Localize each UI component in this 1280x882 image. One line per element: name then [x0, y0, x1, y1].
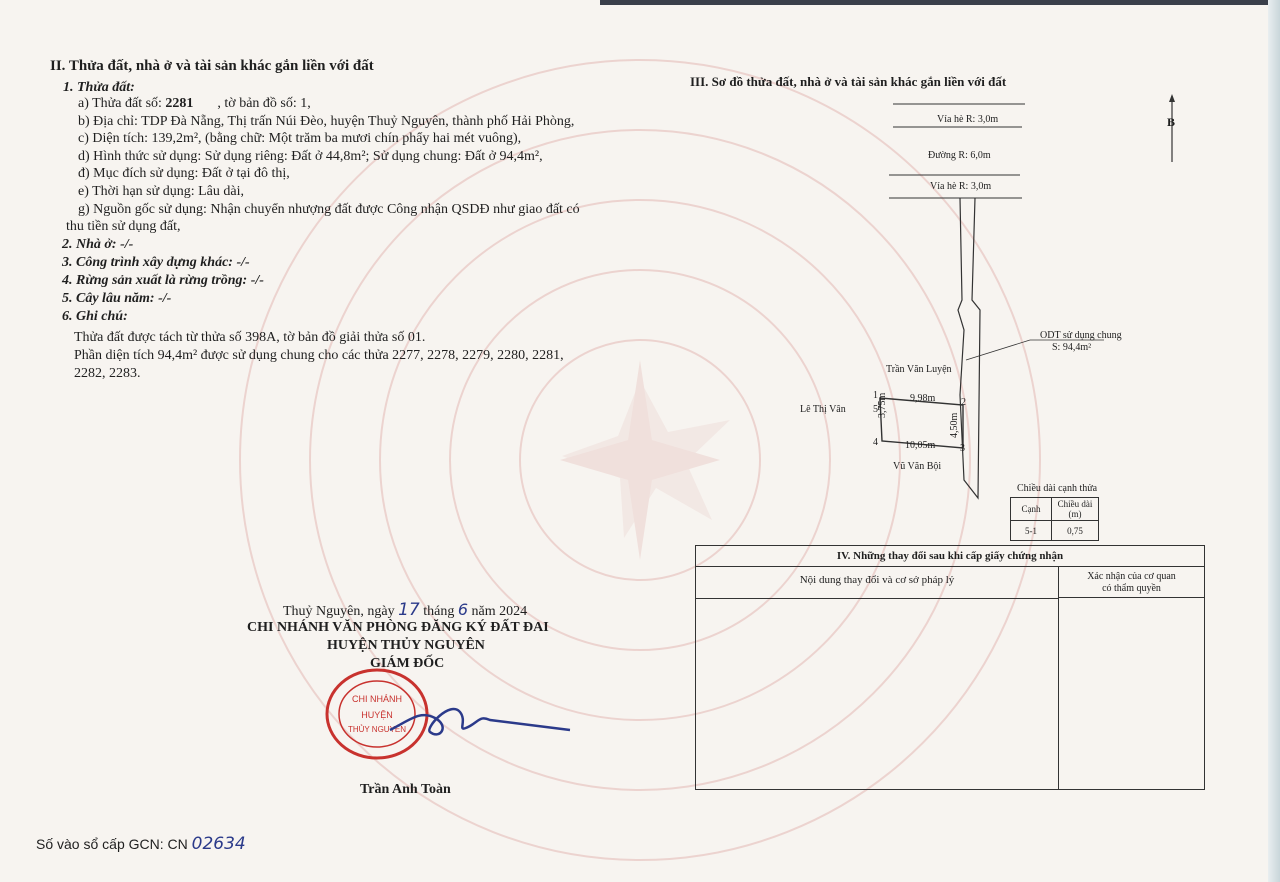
neighbor-west: Lê Thị Vân	[800, 404, 846, 415]
address-line: b) Địa chỉ: TDP Đà Nẵng, Thị trấn Núi Đèo, huyện Thuỷ Nguyên, thành phố Hải Phòng,	[78, 114, 575, 129]
map-sheet: , tờ bản đồ số: 1,	[217, 96, 311, 111]
book-number: 02634	[191, 834, 246, 854]
book-label: Số vào sổ cấp GCN: CN	[36, 836, 188, 852]
item-house: 2. Nhà ở: -/-	[62, 237, 134, 252]
item-forest: 4. Rừng sản xuất là rừng trồng: -/-	[62, 273, 264, 288]
item-notes: 6. Ghi chú:	[62, 309, 128, 324]
changes-divider	[1058, 598, 1059, 789]
edge-length-table	[1010, 497, 1099, 541]
point-4: 4	[873, 437, 878, 448]
point-3: 3	[960, 443, 965, 454]
road-label-sidewalk-1: Vỉa hè R: 3,0m	[937, 114, 999, 125]
signer-name: Trần Anh Toàn	[360, 782, 451, 797]
neighbor-south: Vũ Văn Bội	[893, 461, 942, 472]
date-month-label: tháng	[423, 604, 455, 619]
org-line-1: CHI NHÁNH VĂN PHÒNG ĐĂNG KÝ ĐẤT ĐAI	[247, 620, 549, 635]
section3-title: III. Sơ đồ thửa đất, nhà ở và tài sản khác gắn liền với đất	[690, 74, 1007, 89]
item-perennial: 5. Cây lâu năm: -/-	[62, 291, 172, 306]
use-term-line: e) Thời hạn sử dụng: Lâu dài,	[78, 184, 244, 199]
changes-table	[695, 545, 1205, 790]
length-row-value: 0,75	[1052, 521, 1099, 541]
shared-label-2: S: 94,4m²	[1052, 342, 1092, 353]
dim-left: 3,75m	[877, 392, 888, 418]
date-year: năm 2024	[471, 604, 528, 619]
point-1: 1	[873, 390, 878, 401]
stamp-text-1: CHI NHÁNH	[351, 694, 403, 704]
length-col-length-2: (m)	[1068, 509, 1082, 519]
area-line: c) Diện tích: 139,2m², (bằng chữ: Một trăm ba mươi chín phẩy hai mét vuông),	[78, 131, 522, 146]
changes-col-confirm-2: có thẩm quyền	[1102, 583, 1161, 594]
length-col-length-1: Chiều dài	[1057, 499, 1093, 509]
origin-line-1: g) Nguồn gốc sử dụng: Nhận chuyển nhượng đất được Công nhận QSDĐ như giao đất có	[78, 202, 580, 217]
changes-col-confirm	[1059, 567, 1204, 598]
road-label-sidewalk-2: Vỉa hè R: 3,0m	[930, 181, 992, 192]
changes-col-content: Nội dung thay đổi và cơ sở pháp lý	[696, 567, 1059, 599]
date-month: 6	[457, 600, 469, 619]
org-line-2: HUYỆN THỦY NGUYÊN	[327, 638, 485, 653]
length-col-length	[1052, 498, 1099, 521]
changes-col-confirm-1: Xác nhận của cơ quan	[1087, 571, 1176, 582]
section4-title: IV. Những thay đổi sau khi cấp giấy chứng nhận	[696, 546, 1204, 567]
length-table-title: Chiều dài cạnh thửa	[1017, 483, 1098, 494]
note-line-3: 2282, 2283.	[74, 366, 141, 381]
note-line-2: Phần diện tích 94,4m² được sử dụng chung cho các thửa 2277, 2278, 2279, 2280, 2281,	[74, 348, 564, 363]
parcel-prefix: a) Thửa đất số:	[78, 96, 166, 111]
stamp-text-3: THỦY NGUYÊN	[347, 725, 407, 734]
stamp-text-2: HUYỆN	[361, 710, 393, 720]
north-label: B	[1167, 115, 1176, 129]
shared-leader	[966, 340, 1030, 360]
date-day: 17	[398, 600, 420, 620]
length-row-edge: 5-1	[1011, 521, 1052, 541]
point-5: 5	[873, 404, 878, 415]
section2-title: II. Thửa đất, nhà ở và tài sản khác gắn liền với đất	[50, 58, 374, 74]
position-title: GIÁM ĐỐC	[370, 656, 445, 671]
length-col-edge: Cạnh	[1011, 498, 1052, 521]
dim-bottom: 10,05m	[905, 440, 936, 451]
date-prefix: Thuỷ Nguyên, ngày	[283, 604, 395, 619]
note-line-1: Thửa đất được tách từ thửa số 398A, tờ bản đồ giải thửa số 01.	[74, 330, 426, 345]
item1-heading: 1. Thửa đất:	[63, 80, 135, 95]
origin-line-2: thu tiền sử dụng đất,	[66, 219, 181, 234]
point-2: 2	[961, 397, 966, 408]
dim-right: 4,50m	[949, 412, 960, 438]
parcel-number: 2281	[165, 96, 194, 111]
item-other-construction: 3. Công trình xây dựng khác: -/-	[62, 255, 250, 270]
road-label-street: Đường R: 6,0m	[928, 150, 991, 161]
use-purpose-line: đ) Mục đích sử dụng: Đất ở tại đô thị,	[78, 166, 290, 181]
shared-label-1: ODT sử dụng chung	[1040, 330, 1122, 341]
dim-top: 9,98m	[910, 393, 936, 404]
use-form-line: d) Hình thức sử dụng: Sử dụng riêng: Đất ở 44,8m²; Sử dụng chung: Đất ở 94,4m²,	[78, 149, 543, 164]
neighbor-north: Trần Văn Luyện	[886, 364, 952, 375]
